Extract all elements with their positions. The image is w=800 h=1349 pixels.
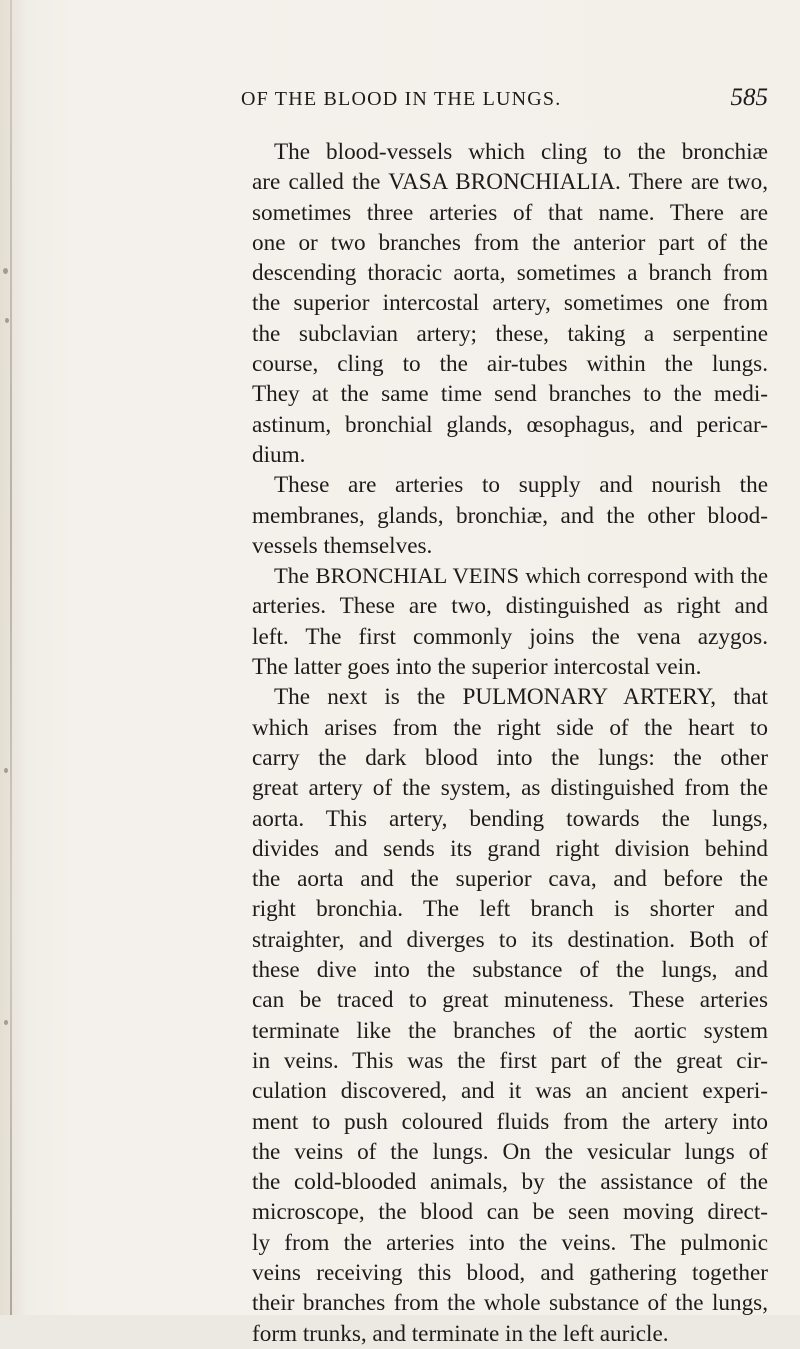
text-line: astinum, bronchial glands, œsophagus, and pericar- — [252, 411, 768, 438]
text-line: microscope, the blood can be seen moving direct- — [252, 1199, 768, 1226]
text-line: form trunks, and terminate in the left auricle. — [252, 1320, 669, 1347]
text-line: the cold-blooded animals, by the assistance of the — [252, 1169, 768, 1196]
text-line: can be traced to great minuteness. These arteries — [252, 987, 768, 1014]
binding-gutter — [10, 0, 12, 1315]
body-text — [252, 137, 768, 1349]
text-line: dium. — [252, 441, 306, 468]
text-line: the subclavian artery; these, taking a serpentine — [252, 320, 768, 347]
text-line: left. The first commonly joins the vena azygos. — [252, 623, 768, 650]
text-line: sometimes three arteries of that name. There are — [252, 199, 768, 226]
margin-speck — [4, 768, 8, 773]
running-head — [0, 80, 800, 124]
text-line: right bronchia. The left branch is shorter and — [252, 896, 768, 923]
text-line: which arises from the right side of the heart to — [252, 714, 768, 741]
text-line: These are arteries to supply and nourish the — [274, 472, 768, 499]
text-line: The next is the PULMONARY ARTERY, that — [274, 684, 768, 711]
text-line: the veins of the lungs. On the vesicular lungs of — [252, 1138, 768, 1165]
text-line: carry the dark blood into the lungs: the other — [252, 744, 768, 771]
text-line: vessels themselves. — [252, 532, 433, 559]
margin-speck — [4, 1020, 8, 1025]
text-line: ment to push coloured fluids from the artery into — [252, 1108, 768, 1135]
page-number: 585 — [730, 84, 768, 111]
text-line: divides and sends its grand right division behind — [252, 835, 768, 862]
text-line: The blood-vessels which cling to the bronchiæ — [274, 139, 768, 165]
text-line: terminate like the branches of the aortic system — [252, 1017, 768, 1044]
text-line: course, cling to the air-tubes within the lungs. — [252, 351, 768, 378]
text-line: great artery of the system, as distinguished from the — [252, 775, 768, 802]
text-line: aorta. This artery, bending towards the lungs, — [252, 805, 768, 832]
margin-speck — [5, 318, 9, 323]
text-line: descending thoracic aorta, sometimes a branch from — [252, 260, 768, 287]
text-line: veins receiving this blood, and gathering together — [252, 1259, 768, 1286]
text-line: The latter goes into the superior intercostal vein. — [252, 654, 702, 681]
running-title: OF THE BLOOD IN THE LUNGS. — [241, 88, 562, 110]
text-line: the aorta and the superior cava, and before the — [252, 866, 768, 893]
text-line: their branches from the whole substance of the lungs, — [252, 1290, 768, 1317]
text-line: are called the VASA BRONCHIALIA. There are two, — [252, 169, 768, 196]
text-line: arteries. These are two, distinguished as right and — [252, 593, 768, 620]
text-line: straighter, and diverges to its destination. Both of — [252, 926, 768, 953]
text-line: They at the same time send branches to the medi- — [252, 381, 768, 408]
text-line: one or two branches from the anterior part of the — [252, 229, 768, 256]
text-line: culation discovered, and it was an ancient experi- — [252, 1078, 768, 1105]
text-line: in veins. This was the first part of the great cir- — [252, 1047, 768, 1074]
text-line: these dive into the substance of the lungs, and — [252, 957, 768, 984]
text-line: the superior intercostal artery, sometimes one from — [252, 290, 768, 317]
text-line: membranes, glands, bronchiæ, and the other blood- — [252, 502, 768, 529]
margin-speck — [3, 268, 8, 274]
text-line: ly from the arteries into the veins. The pulmonic — [252, 1229, 768, 1256]
text-line: The BRONCHIAL VEINS which correspond with the — [274, 563, 768, 589]
